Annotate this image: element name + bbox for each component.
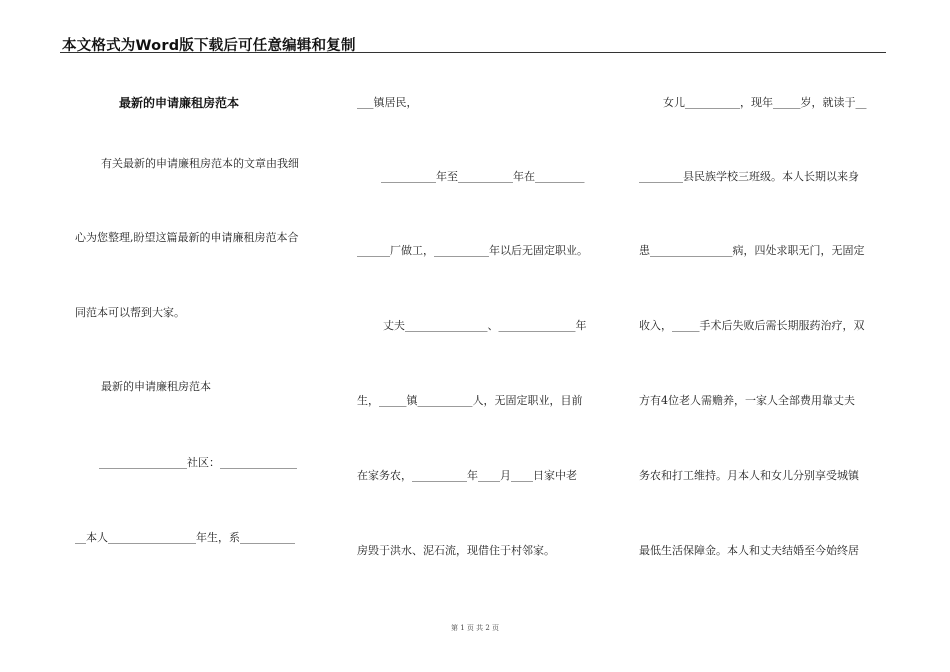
paragraph-line: 最低生活保障金。本人和丈夫结婚至今始终居: [639, 544, 859, 557]
paragraph-line: 同范本可以帮到大家。: [75, 306, 185, 319]
header-rule: [60, 52, 886, 53]
form-line: __________年至__________年在_________: [381, 170, 585, 183]
form-line: 女儿__________，现年_____岁，就读于__: [663, 96, 867, 109]
document-header: 本文格式为Word版下载后可任意编辑和复制: [62, 38, 356, 54]
form-line: 收入，_____手术后失败后需长期服药治疗，双: [639, 319, 865, 332]
form-line: 丈夫_______________、______________年: [383, 319, 587, 332]
form-line: ________________社区：______________: [99, 456, 297, 469]
paragraph-line: 方有4位老人需赡养，一家人全部费用靠丈夫: [639, 394, 855, 407]
page-number: 第 1 页 共 2 页: [450, 624, 500, 632]
form-line: 患_______________病，四处求职无门，无固定: [639, 244, 865, 257]
paragraph-line: 房毁于洪水、泥石流，现借住于村邻家。: [357, 544, 555, 557]
form-line: ___镇居民，: [357, 96, 418, 109]
paragraph-line: 务农和打工维持。月本人和女儿分别享受城镇: [639, 469, 859, 482]
form-line: 在家务农，__________年____月____日家中老: [357, 469, 577, 482]
section-heading: 最新的申请廉租房范本: [101, 380, 211, 393]
form-line: 生，_____镇__________人，无固定职业，目前: [357, 394, 583, 407]
form-line: ______厂做工，__________年以后无固定职业。: [357, 244, 588, 257]
paragraph-line: 心为您整理,盼望这篇最新的申请廉租房范本合: [75, 231, 299, 244]
paragraph-line: 有关最新的申请廉租房范本的文章由我细: [101, 157, 299, 170]
form-line: ________县民族学校三班级。本人长期以来身: [639, 170, 859, 183]
form-line: __本人________________年生，系__________: [75, 531, 295, 544]
document-title: 最新的申请廉租房范本: [119, 96, 240, 110]
